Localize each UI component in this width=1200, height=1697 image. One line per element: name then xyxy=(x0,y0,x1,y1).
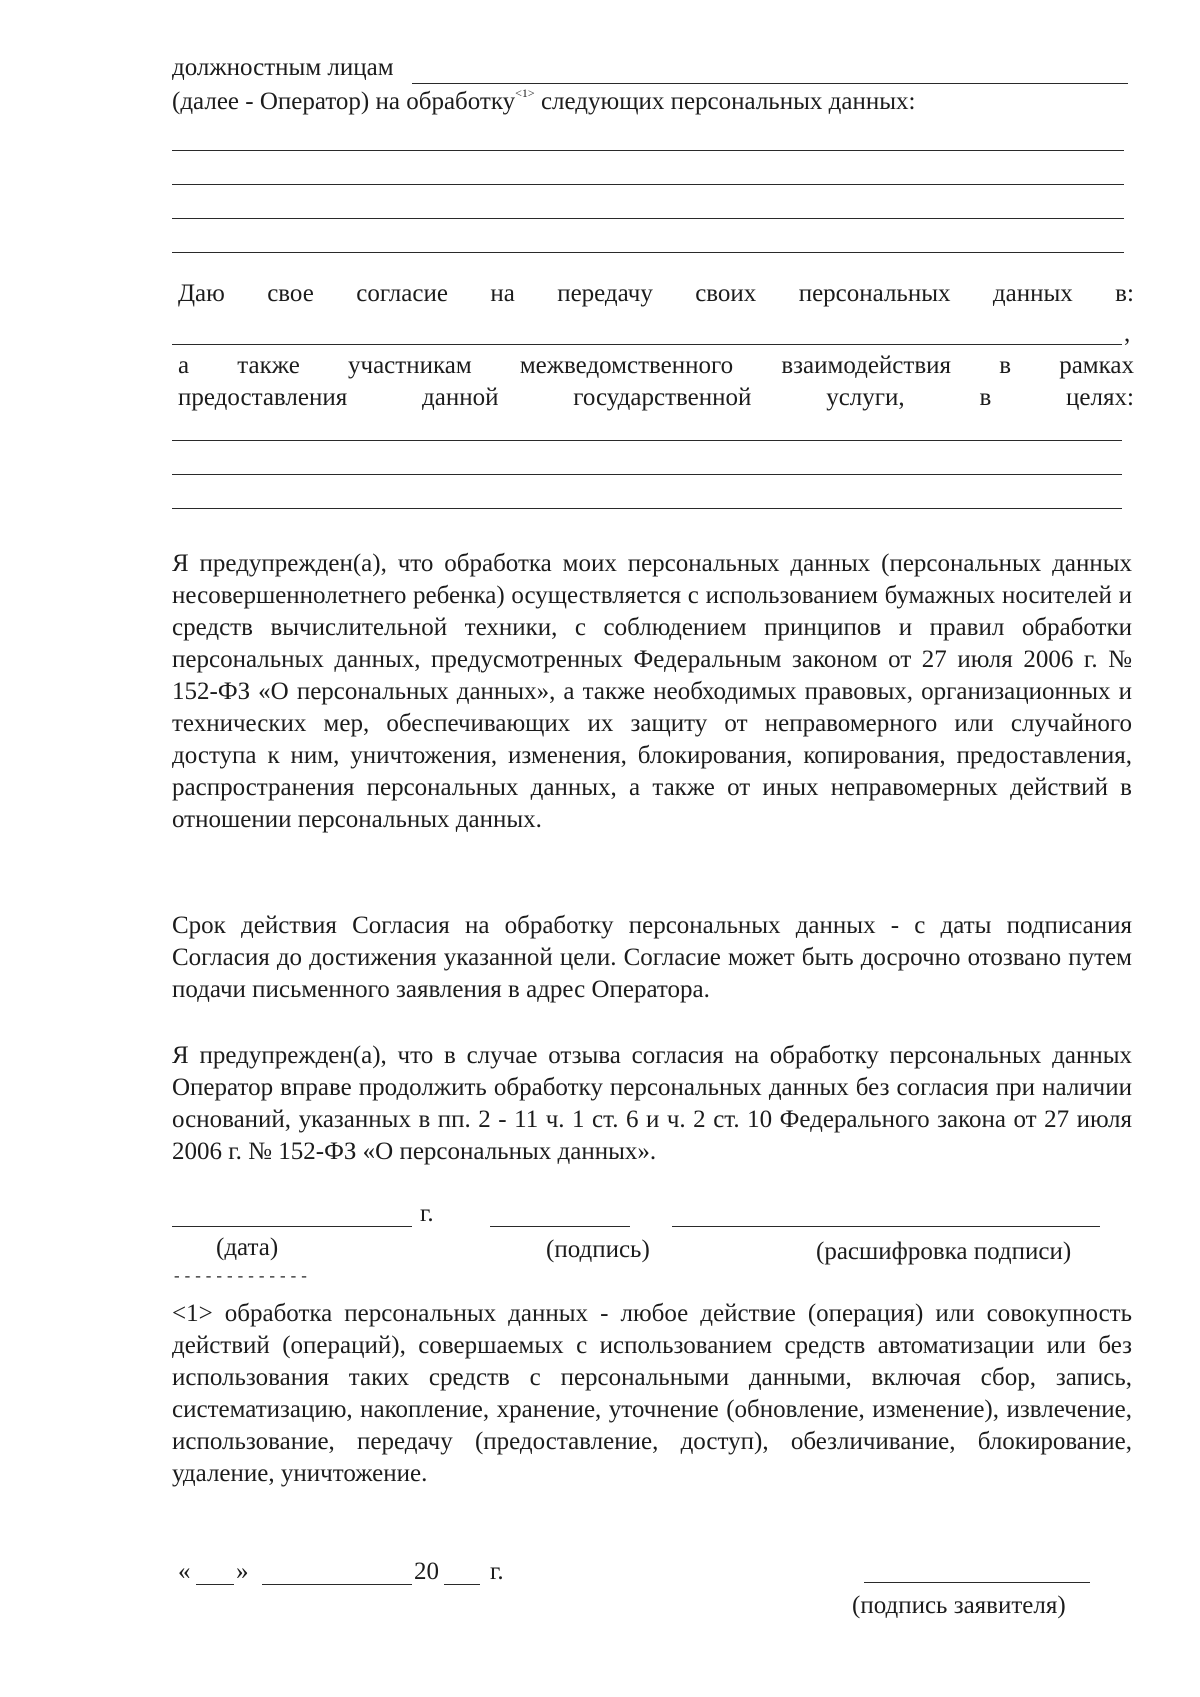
transfer-word: а xyxy=(178,352,190,379)
signature-caption: (подпись) xyxy=(546,1236,650,1263)
transfer-word: на xyxy=(490,280,515,307)
footnote-ref: <1> xyxy=(515,86,535,100)
transfer-word: межведомственного xyxy=(519,352,734,379)
operator-text-after: следующих персональных данных: xyxy=(540,88,916,115)
date-field[interactable] xyxy=(172,1226,412,1227)
transfer-line-3 xyxy=(178,382,1134,414)
final-date-open-quote: « xyxy=(178,1558,191,1585)
operator-line xyxy=(172,86,915,118)
officials-label: должностным лицам xyxy=(172,54,394,81)
transfer-end-comma: , xyxy=(1124,320,1131,347)
footnote-text: <1> обработка персональных данных - любое действие (операция) или совокупность действий (операций), совершаемых с использованием средств автоматизации или без использования таких средств с персональными данными, включая сбор, запись, систематизацию, накопление, хранение, уточнение (обновление, изменение), извлечение, использование, передачу (предоставление, доступ), обезличивание, блокирование, удаление, уничтожение. xyxy=(172,1300,1132,1487)
date-year-suffix: г. xyxy=(420,1200,434,1227)
transfer-word: также xyxy=(237,352,300,379)
transfer-word: данной xyxy=(422,384,499,411)
applicant-signature-field[interactable] xyxy=(864,1582,1090,1583)
final-date-year-field[interactable] xyxy=(444,1584,480,1585)
transfer-word: в: xyxy=(1115,280,1134,307)
final-date-close-quote: » xyxy=(236,1558,249,1585)
transfer-word: целях: xyxy=(1066,384,1134,411)
personal-data-field-4[interactable] xyxy=(172,252,1124,253)
transfer-word: своих xyxy=(695,280,757,307)
transfer-word: свое xyxy=(267,280,314,307)
purpose-field-1[interactable] xyxy=(172,440,1122,441)
transfer-word: государственной xyxy=(573,384,752,411)
applicant-signature-caption: (подпись заявителя) xyxy=(852,1592,1066,1619)
warning-paragraph: Я предупрежден(а), что обработка моих персональных данных (персональных данных несовершеннолетнего ребенка) осуществляется с использованием бумажных носителей и средств вычислительной техники, с соблюдением принципов и правил обработки персональных данных, предусмотренных Федеральным законом от 27 июля 2006 г. № 152-ФЗ «О персональных данных», а также необходимых правовых, организационных и технических мер, обеспечивающих их защиту от неправомерного или случайного доступа к ним, уничтожения, изменения, блокирования, копирования, предоставления, распространения персональных данных, а также от иных неправомерных действий в отношении персональных данных. xyxy=(172,550,1132,833)
purpose-field-2[interactable] xyxy=(172,474,1122,475)
transfer-word: предоставления xyxy=(178,384,348,411)
personal-data-field-1[interactable] xyxy=(172,150,1124,151)
transfer-word: передачу xyxy=(557,280,653,307)
transfer-word: в xyxy=(999,352,1012,379)
transfer-word: взаимодействия xyxy=(781,352,952,379)
transfer-line-2 xyxy=(178,350,1134,382)
signature-field[interactable] xyxy=(490,1226,630,1227)
transfer-word: услуги, xyxy=(826,384,905,411)
transfer-word: в xyxy=(979,384,992,411)
transfer-word: персональных xyxy=(798,280,951,307)
date-caption: (дата) xyxy=(216,1234,279,1261)
personal-data-field-3[interactable] xyxy=(172,218,1124,219)
transfer-line-1 xyxy=(178,278,1134,310)
signature-decoding-field[interactable] xyxy=(672,1226,1100,1227)
transfer-word: данных xyxy=(992,280,1073,307)
personal-data-field-2[interactable] xyxy=(172,184,1124,185)
validity-paragraph: Срок действия Согласия на обработку персональных данных - с даты подписания Согласия до достижения указанной цели. Согласие может быть досрочно отозвано путем подачи письменного заявления в адрес Оператора. xyxy=(172,912,1132,1003)
operator-text-before: (далее - Оператор) на обработку xyxy=(172,88,516,115)
officials-field[interactable] xyxy=(412,83,1128,84)
final-date-month-field[interactable] xyxy=(262,1584,412,1585)
transfer-word: согласие xyxy=(356,280,448,307)
purpose-field-3[interactable] xyxy=(172,508,1122,509)
transfer-word: участникам xyxy=(348,352,472,379)
transfer-word: рамках xyxy=(1059,352,1134,379)
final-date-year-suffix: г. xyxy=(490,1558,504,1585)
revocation-paragraph: Я предупрежден(а), что в случае отзыва согласия на обработку персональных данных Оператор вправе продолжить обработку персональных данных без согласия при наличии оснований, указанных в пп. 2 - 11 ч. 1 ст. 6 и ч. 2 ст. 10 Федерального закона от 27 июля 2006 г. № 152-ФЗ «О персональных данных». xyxy=(172,1042,1132,1165)
footnote-separator: ------------- xyxy=(172,1268,310,1286)
transfer-recipient-field[interactable] xyxy=(172,344,1122,345)
final-date-century: 20 xyxy=(414,1558,439,1585)
decoding-caption: (расшифровка подписи) xyxy=(816,1238,1072,1265)
final-date-day-field[interactable] xyxy=(196,1584,234,1585)
transfer-word: Даю xyxy=(178,280,225,307)
